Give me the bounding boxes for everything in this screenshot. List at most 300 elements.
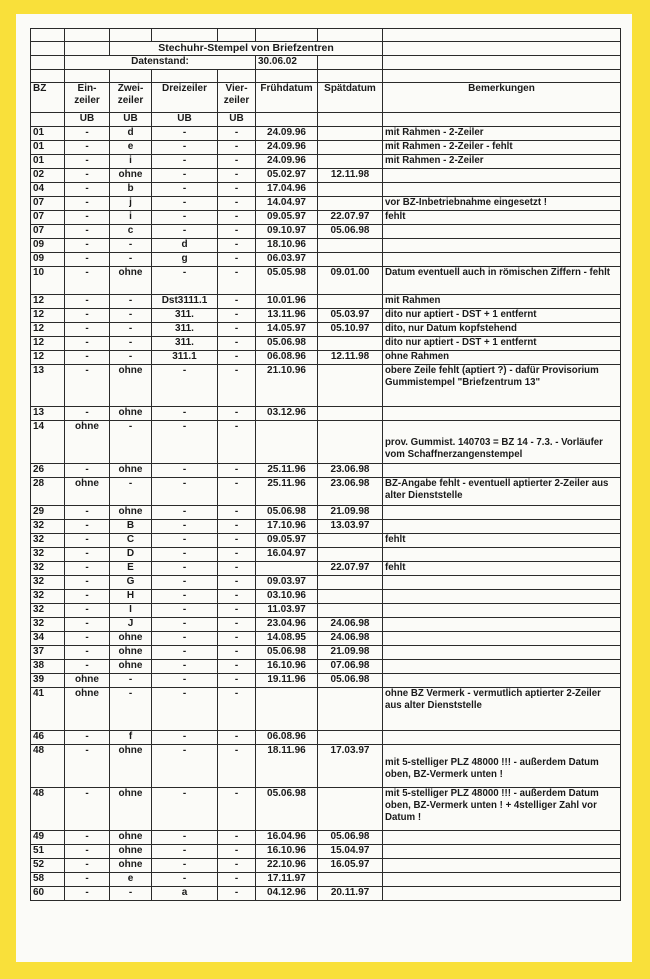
table-row [31, 351, 621, 365]
cell-zweizeiler: ohne [110, 169, 152, 183]
cell-dreizeiler: - [152, 534, 218, 548]
table-row [31, 295, 621, 309]
cell-vierzeiler: - [218, 731, 256, 745]
cell-bz: 39 [31, 674, 65, 688]
table-row [31, 618, 621, 632]
cell-bemerkung: mit Rahmen - 2-Zeiler [383, 127, 621, 141]
cell-dreizeiler: - [152, 745, 218, 788]
cell-bz: 12 [31, 323, 65, 337]
cell-fruehdatum: 10.01.96 [256, 295, 318, 309]
cell-spaetdatum [318, 183, 383, 197]
cell-bz: 46 [31, 731, 65, 745]
subheader-row [31, 113, 621, 127]
header-vierzeiler: Vier-zeiler [218, 83, 256, 113]
cell-bemerkung [383, 407, 621, 421]
cell-bemerkung [383, 674, 621, 688]
cell-spaetdatum [318, 155, 383, 169]
cell-dreizeiler: - [152, 197, 218, 211]
cell-dreizeiler: Dst3111.1 [152, 295, 218, 309]
header-fruehdatum: Frühdatum [256, 83, 318, 113]
cell-zweizeiler: ohne [110, 365, 152, 407]
cell-bz: 52 [31, 859, 65, 873]
header-einzeiler: Ein-zeiler [65, 83, 110, 113]
table-row [31, 365, 621, 407]
cell-fruehdatum: 09.05.97 [256, 534, 318, 548]
cell-spaetdatum: 12.11.98 [318, 169, 383, 183]
cell-bz: 34 [31, 632, 65, 646]
cell-bemerkung: dito nur aptiert - DST + 1 entfernt [383, 309, 621, 323]
cell-vierzeiler: - [218, 548, 256, 562]
cell-fruehdatum: 17.11.97 [256, 873, 318, 887]
cell-bemerkung: mit 5-stelliger PLZ 48000 !!! - außerdem Datum oben, BZ-Vermerk unten ! [383, 745, 621, 788]
cell-dreizeiler: - [152, 590, 218, 604]
cell-einzeiler: - [65, 873, 110, 887]
cell-vierzeiler: - [218, 674, 256, 688]
cell-zweizeiler: ohne [110, 831, 152, 845]
cell-zweizeiler: d [110, 127, 152, 141]
cell-bemerkung: mit Rahmen - 2-Zeiler - fehlt [383, 141, 621, 155]
cell-dreizeiler: - [152, 127, 218, 141]
cell-spaetdatum [318, 407, 383, 421]
cell-dreizeiler: - [152, 674, 218, 688]
cell-fruehdatum: 16.10.96 [256, 845, 318, 859]
cell-zweizeiler: - [110, 351, 152, 365]
cell-spaetdatum [318, 548, 383, 562]
cell-spaetdatum [318, 197, 383, 211]
cell-bemerkung: mit Rahmen [383, 295, 621, 309]
cell-zweizeiler: I [110, 604, 152, 618]
cell-fruehdatum: 16.04.96 [256, 831, 318, 845]
cell-zweizeiler: D [110, 548, 152, 562]
cell-spaetdatum [318, 873, 383, 887]
cell-fruehdatum: 06.08.96 [256, 731, 318, 745]
table-row [31, 253, 621, 267]
cell-zweizeiler: ohne [110, 845, 152, 859]
cell-fruehdatum: 05.06.98 [256, 506, 318, 520]
cell-vierzeiler: - [218, 309, 256, 323]
header-bemerkungen: Bemerkungen [383, 83, 621, 113]
cell-bemerkung [383, 169, 621, 183]
cell-dreizeiler: - [152, 604, 218, 618]
cell-zweizeiler: b [110, 183, 152, 197]
cell-dreizeiler: - [152, 506, 218, 520]
cell-bz: 32 [31, 590, 65, 604]
cell-bz: 13 [31, 407, 65, 421]
cell-spaetdatum: 15.04.97 [318, 845, 383, 859]
cell-dreizeiler: - [152, 169, 218, 183]
cell-dreizeiler: - [152, 831, 218, 845]
cell-bemerkung: Datum eventuell auch in römischen Ziffern - fehlt [383, 267, 621, 295]
cell-spaetdatum: 24.06.98 [318, 618, 383, 632]
table-row [31, 225, 621, 239]
cell-zweizeiler: ohne [110, 267, 152, 295]
cell-fruehdatum: 24.09.96 [256, 141, 318, 155]
document-page [16, 14, 632, 962]
cell-zweizeiler: - [110, 253, 152, 267]
cell-bz: 60 [31, 887, 65, 901]
cell-bz: 51 [31, 845, 65, 859]
cell-einzeiler: - [65, 731, 110, 745]
cell-zweizeiler: e [110, 873, 152, 887]
cell-spaetdatum: 07.06.98 [318, 660, 383, 674]
cell-spaetdatum: 05.06.98 [318, 831, 383, 845]
cell-bemerkung: dito, nur Datum kopfstehend [383, 323, 621, 337]
table-row [31, 873, 621, 887]
cell-dreizeiler: 311. [152, 309, 218, 323]
cell-bemerkung: BZ-Angabe fehlt - eventuell aptierter 2-Zeiler aus alter Dienststelle [383, 478, 621, 506]
cell-fruehdatum: 22.10.96 [256, 859, 318, 873]
cell-bz: 14 [31, 421, 65, 464]
cell-vierzeiler: - [218, 845, 256, 859]
cell-dreizeiler: - [152, 155, 218, 169]
cell-zweizeiler: ohne [110, 660, 152, 674]
cell-zweizeiler: - [110, 674, 152, 688]
cell-fruehdatum: 16.04.97 [256, 548, 318, 562]
cell-bz: 01 [31, 141, 65, 155]
cell-einzeiler: - [65, 845, 110, 859]
cell-einzeiler: - [65, 646, 110, 660]
cell-dreizeiler: - [152, 731, 218, 745]
cell-fruehdatum: 11.03.97 [256, 604, 318, 618]
cell-spaetdatum: 05.10.97 [318, 323, 383, 337]
subheader-ub: UB [218, 113, 256, 127]
cell-zweizeiler: ohne [110, 788, 152, 831]
table-body [31, 29, 621, 901]
table-row [31, 421, 621, 464]
cell-bz: 48 [31, 788, 65, 831]
blank-row [31, 29, 621, 42]
cell-einzeiler: - [65, 548, 110, 562]
cell-bz: 02 [31, 169, 65, 183]
cell-einzeiler: - [65, 745, 110, 788]
cell-einzeiler: - [65, 253, 110, 267]
table-row [31, 646, 621, 660]
cell-dreizeiler: - [152, 646, 218, 660]
cell-vierzeiler: - [218, 604, 256, 618]
cell-fruehdatum: 14.08.95 [256, 632, 318, 646]
cell-dreizeiler: - [152, 618, 218, 632]
cell-bemerkung: fehlt [383, 534, 621, 548]
cell-fruehdatum: 03.10.96 [256, 590, 318, 604]
cell-zweizeiler: e [110, 141, 152, 155]
cell-bz: 12 [31, 337, 65, 351]
cell-dreizeiler: - [152, 478, 218, 506]
cell-bemerkung: mit Rahmen - 2-Zeiler [383, 155, 621, 169]
cell-bz: 12 [31, 295, 65, 309]
table-row [31, 323, 621, 337]
cell-vierzeiler: - [218, 688, 256, 731]
cell-bemerkung [383, 464, 621, 478]
cell-fruehdatum: 04.12.96 [256, 887, 318, 901]
cell-zweizeiler: ohne [110, 632, 152, 646]
cell-vierzeiler: - [218, 421, 256, 464]
cell-einzeiler: - [65, 295, 110, 309]
cell-bz: 29 [31, 506, 65, 520]
cell-spaetdatum [318, 337, 383, 351]
document-title: Stechuhr-Stempel von Briefzentren [110, 42, 383, 56]
cell-bemerkung [383, 731, 621, 745]
cell-einzeiler: - [65, 337, 110, 351]
table-row [31, 660, 621, 674]
cell-zweizeiler: - [110, 323, 152, 337]
cell-einzeiler: ohne [65, 674, 110, 688]
cell-zweizeiler: i [110, 155, 152, 169]
table-row [31, 788, 621, 831]
cell-vierzeiler: - [218, 141, 256, 155]
cell-dreizeiler: - [152, 520, 218, 534]
cell-spaetdatum [318, 604, 383, 618]
cell-dreizeiler: - [152, 211, 218, 225]
cell-bemerkung [383, 225, 621, 239]
table-row [31, 155, 621, 169]
cell-spaetdatum [318, 688, 383, 731]
cell-einzeiler: - [65, 562, 110, 576]
cell-bz: 41 [31, 688, 65, 731]
table-row [31, 267, 621, 295]
cell-bemerkung [383, 576, 621, 590]
cell-fruehdatum: 14.04.97 [256, 197, 318, 211]
cell-spaetdatum [318, 421, 383, 464]
cell-dreizeiler: - [152, 660, 218, 674]
cell-zweizeiler: - [110, 295, 152, 309]
cell-dreizeiler: - [152, 548, 218, 562]
cell-dreizeiler: - [152, 859, 218, 873]
cell-bz: 32 [31, 618, 65, 632]
cell-vierzeiler: - [218, 323, 256, 337]
cell-fruehdatum: 13.11.96 [256, 309, 318, 323]
cell-bemerkung [383, 646, 621, 660]
cell-bemerkung: mit 5-stelliger PLZ 48000 !!! - außerdem Datum oben, BZ-Vermerk unten ! + 4stelliger Zahl vor Datum ! [383, 788, 621, 831]
cell-einzeiler: - [65, 183, 110, 197]
table-row [31, 887, 621, 901]
cell-einzeiler: - [65, 127, 110, 141]
cell-bemerkung: vor BZ-Inbetriebnahme eingesetzt ! [383, 197, 621, 211]
cell-dreizeiler: - [152, 464, 218, 478]
table-row [31, 407, 621, 421]
cell-dreizeiler: 311. [152, 337, 218, 351]
cell-spaetdatum [318, 365, 383, 407]
cell-bz: 26 [31, 464, 65, 478]
cell-spaetdatum [318, 590, 383, 604]
cell-einzeiler: - [65, 225, 110, 239]
cell-bemerkung [383, 253, 621, 267]
cell-fruehdatum [256, 562, 318, 576]
cell-vierzeiler: - [218, 351, 256, 365]
cell-einzeiler: - [65, 267, 110, 295]
cell-zweizeiler: B [110, 520, 152, 534]
cell-zweizeiler: ohne [110, 464, 152, 478]
cell-vierzeiler: - [218, 337, 256, 351]
cell-zweizeiler: - [110, 421, 152, 464]
cell-vierzeiler: - [218, 745, 256, 788]
cell-fruehdatum: 09.03.97 [256, 576, 318, 590]
cell-dreizeiler: - [152, 141, 218, 155]
cell-bz: 48 [31, 745, 65, 788]
table-row [31, 520, 621, 534]
cell-vierzeiler: - [218, 127, 256, 141]
cell-bemerkung [383, 873, 621, 887]
cell-dreizeiler: - [152, 632, 218, 646]
cell-bz: 12 [31, 351, 65, 365]
cell-zweizeiler: ohne [110, 506, 152, 520]
cell-fruehdatum: 24.09.96 [256, 127, 318, 141]
cell-zweizeiler: f [110, 731, 152, 745]
cell-vierzeiler: - [218, 478, 256, 506]
cell-einzeiler: - [65, 590, 110, 604]
cell-vierzeiler: - [218, 365, 256, 407]
table-row [31, 590, 621, 604]
cell-vierzeiler: - [218, 253, 256, 267]
cell-dreizeiler: 311.1 [152, 351, 218, 365]
cell-zweizeiler: - [110, 239, 152, 253]
date-label: Datenstand: [65, 56, 256, 70]
cell-vierzeiler: - [218, 239, 256, 253]
cell-einzeiler: - [65, 632, 110, 646]
cell-bz: 32 [31, 562, 65, 576]
table-row [31, 688, 621, 731]
cell-spaetdatum [318, 788, 383, 831]
cell-vierzeiler: - [218, 562, 256, 576]
cell-bz: 07 [31, 211, 65, 225]
cell-einzeiler: - [65, 660, 110, 674]
cell-spaetdatum: 21.09.98 [318, 646, 383, 660]
table-row [31, 674, 621, 688]
cell-vierzeiler: - [218, 407, 256, 421]
cell-vierzeiler: - [218, 660, 256, 674]
cell-bz: 07 [31, 197, 65, 211]
cell-spaetdatum: 23.06.98 [318, 464, 383, 478]
cell-spaetdatum [318, 295, 383, 309]
subheader-ub: UB [65, 113, 110, 127]
header-row [31, 83, 621, 113]
cell-spaetdatum: 21.09.98 [318, 506, 383, 520]
cell-vierzeiler: - [218, 464, 256, 478]
cell-einzeiler: - [65, 506, 110, 520]
stamp-table [30, 28, 621, 901]
table-row [31, 845, 621, 859]
cell-bemerkung [383, 831, 621, 845]
cell-zweizeiler: ohne [110, 646, 152, 660]
cell-vierzeiler: - [218, 169, 256, 183]
cell-bemerkung [383, 520, 621, 534]
cell-bz: 04 [31, 183, 65, 197]
cell-zweizeiler: H [110, 590, 152, 604]
cell-dreizeiler: d [152, 239, 218, 253]
blank-row [31, 70, 621, 83]
cell-fruehdatum: 03.12.96 [256, 407, 318, 421]
cell-bz: 38 [31, 660, 65, 674]
cell-fruehdatum: 23.04.96 [256, 618, 318, 632]
table-row [31, 731, 621, 745]
cell-spaetdatum [318, 127, 383, 141]
cell-bz: 01 [31, 127, 65, 141]
cell-zweizeiler: J [110, 618, 152, 632]
cell-einzeiler: ohne [65, 478, 110, 506]
cell-bz: 32 [31, 520, 65, 534]
cell-bemerkung [383, 632, 621, 646]
table-row [31, 127, 621, 141]
cell-dreizeiler: - [152, 225, 218, 239]
cell-spaetdatum [318, 534, 383, 548]
cell-bemerkung [383, 548, 621, 562]
date-row [31, 56, 621, 70]
cell-bz: 58 [31, 873, 65, 887]
table-row [31, 562, 621, 576]
cell-einzeiler: - [65, 407, 110, 421]
cell-dreizeiler: - [152, 845, 218, 859]
cell-spaetdatum: 09.01.00 [318, 267, 383, 295]
subheader-ub: UB [152, 113, 218, 127]
cell-vierzeiler: - [218, 831, 256, 845]
cell-fruehdatum [256, 421, 318, 464]
cell-zweizeiler: ohne [110, 407, 152, 421]
cell-vierzeiler: - [218, 155, 256, 169]
cell-einzeiler: - [65, 534, 110, 548]
cell-fruehdatum: 09.05.97 [256, 211, 318, 225]
table-row [31, 169, 621, 183]
table-row [31, 197, 621, 211]
cell-zweizeiler: - [110, 688, 152, 731]
cell-bemerkung: fehlt [383, 562, 621, 576]
cell-fruehdatum: 19.11.96 [256, 674, 318, 688]
cell-spaetdatum [318, 731, 383, 745]
cell-vierzeiler: - [218, 618, 256, 632]
cell-einzeiler: - [65, 323, 110, 337]
cell-bemerkung: ohne Rahmen [383, 351, 621, 365]
table-row [31, 239, 621, 253]
cell-bz: 32 [31, 576, 65, 590]
header-bz: BZ [31, 83, 65, 113]
cell-vierzeiler: - [218, 646, 256, 660]
cell-einzeiler: - [65, 520, 110, 534]
cell-zweizeiler: ohne [110, 859, 152, 873]
cell-einzeiler: ohne [65, 688, 110, 731]
header-spaetdatum: Spätdatum [318, 83, 383, 113]
cell-dreizeiler: - [152, 407, 218, 421]
cell-bemerkung [383, 183, 621, 197]
cell-einzeiler: - [65, 155, 110, 169]
cell-spaetdatum [318, 576, 383, 590]
table-row [31, 506, 621, 520]
cell-bemerkung [383, 506, 621, 520]
cell-spaetdatum: 24.06.98 [318, 632, 383, 646]
cell-einzeiler: - [65, 351, 110, 365]
cell-vierzeiler: - [218, 295, 256, 309]
cell-zweizeiler: E [110, 562, 152, 576]
cell-fruehdatum: 09.10.97 [256, 225, 318, 239]
cell-einzeiler: - [65, 788, 110, 831]
cell-bz: 32 [31, 604, 65, 618]
cell-bz: 49 [31, 831, 65, 845]
cell-dreizeiler: - [152, 421, 218, 464]
cell-spaetdatum: 05.03.97 [318, 309, 383, 323]
cell-dreizeiler: - [152, 267, 218, 295]
table-row [31, 548, 621, 562]
cell-einzeiler: - [65, 309, 110, 323]
cell-zweizeiler: G [110, 576, 152, 590]
cell-zweizeiler: c [110, 225, 152, 239]
cell-vierzeiler: - [218, 873, 256, 887]
cell-bemerkung [383, 859, 621, 873]
cell-bz: 32 [31, 534, 65, 548]
table-row [31, 478, 621, 506]
cell-fruehdatum: 21.10.96 [256, 365, 318, 407]
cell-bz: 01 [31, 155, 65, 169]
header-dreizeiler: Dreizeiler [152, 83, 218, 113]
cell-vierzeiler: - [218, 267, 256, 295]
cell-fruehdatum: 17.04.96 [256, 183, 318, 197]
cell-fruehdatum: 16.10.96 [256, 660, 318, 674]
